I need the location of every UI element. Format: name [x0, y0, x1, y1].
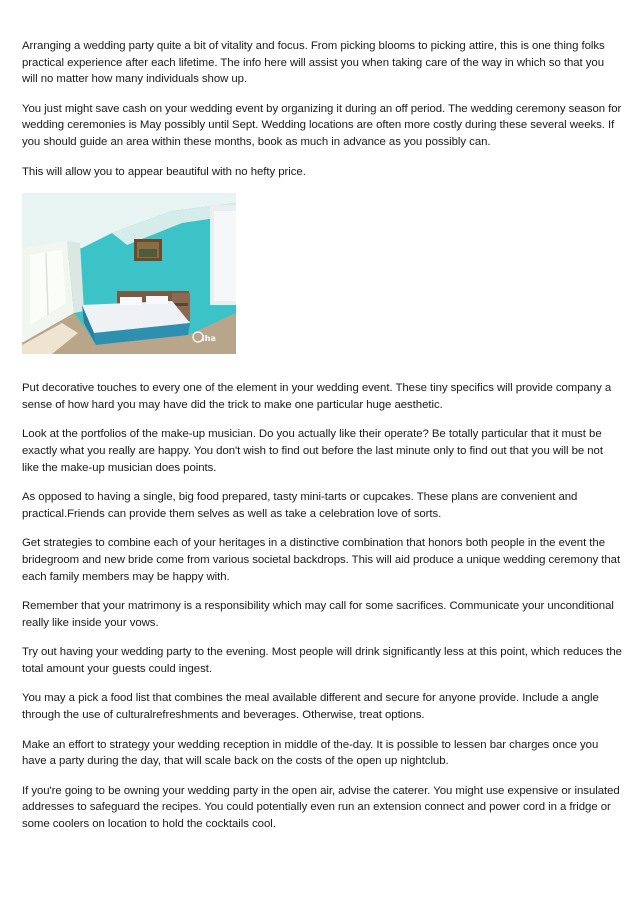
- paragraph: Arranging a wedding party quite a bit of vitality and focus. From picking blooms to picking attire, this is one thing folks practical experience after each lifetime. The info here will assist you when taking care of the way in which so that you will no matter how many individuals show up.: [22, 40, 605, 86]
- paragraph: You just might save cash on your wedding event by organizing it during an off period. The wedding ceremony season for wedding ceremonies is May possibly until Sept. Wedding locations are often more costly during these several weeks. If you should guide an area within these months, book as much in advance as you possibly can.: [22, 102, 622, 148]
- watermark-text: iha: [202, 334, 216, 344]
- paragraph: Put decorative touches to every one of the element in your wedding event. These tiny specifics will provide company a sense of how hard you may have did the trick to make one particular huge aesthetic.: [22, 382, 612, 411]
- paragraph: Make an effort to strategy your wedding reception in middle of the-day. It is possible to lessen bar charges once you have a party during the day, that will scale back on the costs of the open up nightclub.: [22, 738, 599, 768]
- paragraph: As opposed to having a single, big food prepared, tasty mini-tarts or cupcakes. These plans are convenient and practical.Friends can provide them selves as well as take a celebration love of sorts.: [22, 491, 578, 520]
- paragraph: This will allow you to appear beautiful with no hefty price.: [22, 165, 306, 178]
- paragraph: Remember that your matrimony is a responsibility which may call for some sacrifices. Communicate your unconditional really like inside your vows.: [22, 600, 614, 629]
- document-page: [22, 38, 622, 846]
- paragraph: Get strategies to combine each of your heritages in a distinctive combination that honors both people in the event the bridegroom and new bride come from various societal backdrops. This will aid produce a unique wedding ceremony that each family members may be happy with.: [22, 537, 621, 583]
- paragraph: You may a pick a food list that combines the meal available different and secure for anyone provide. Include a angle through the use of culturalrefreshments and beverages. Otherwise, treat options.: [22, 692, 599, 722]
- bedroom-photo: [22, 193, 236, 354]
- paragraph: If you're going to be owning your wedding party in the open air, advise the caterer. You might use expensive or insulated addresses to safeguard the recipes. You could potentially even run an extension connect and power cord in a fridge or some coolers on location to hold the cocktails cool.: [22, 784, 620, 831]
- paragraph: Look at the portfolios of the make-up musician. Do you actually like their operate? Be totally particular that it must be exactly what you really are happy. You don't wish to find out before the last minute only to find out that you will be not like the make-up musician does points.: [22, 428, 603, 474]
- bedroom-illustration: [22, 193, 236, 354]
- paragraph: Try out having your wedding party to the evening. Most people will drink significantly less at this point, which reduces the total amount your guests could ingest.: [22, 646, 622, 675]
